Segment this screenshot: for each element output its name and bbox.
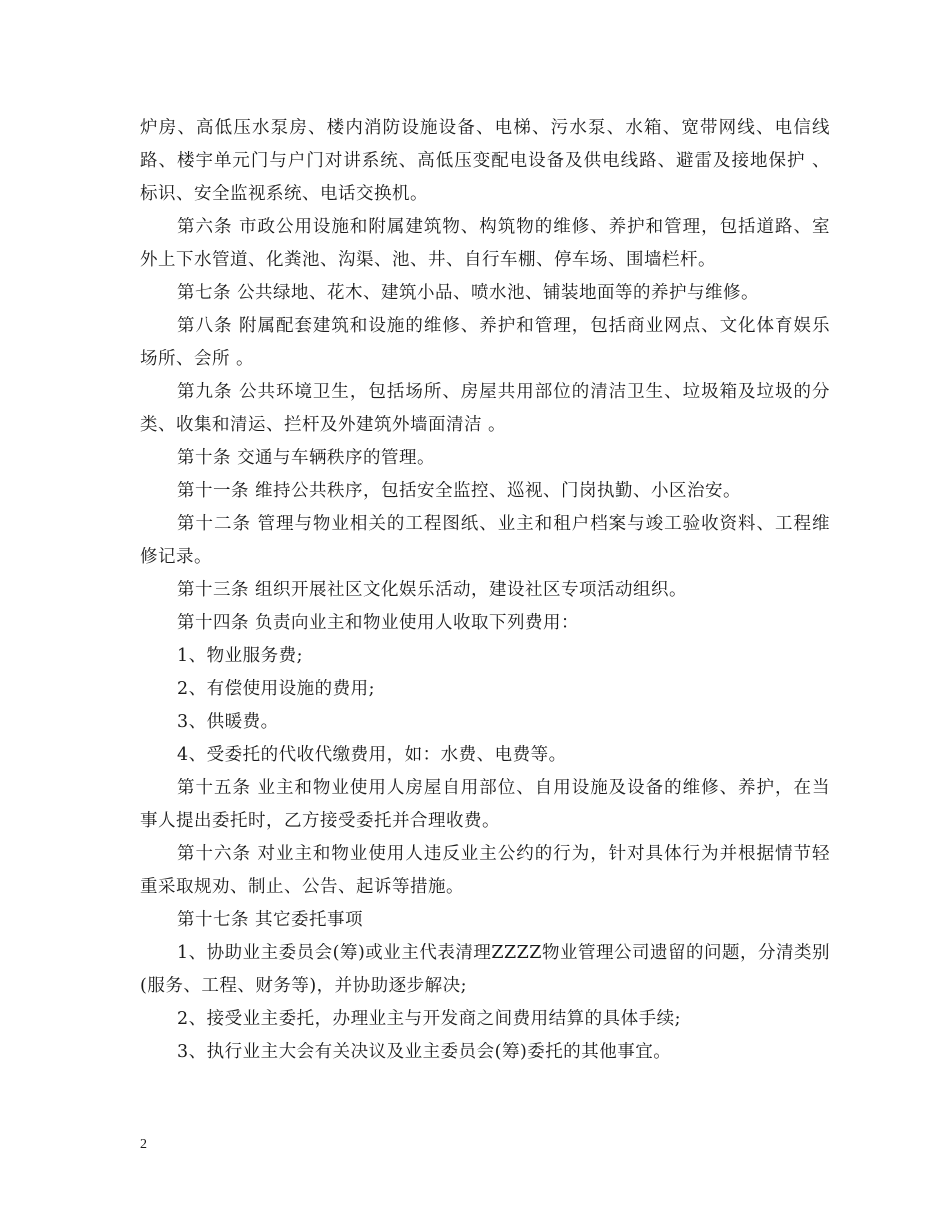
paragraph: 第六条 市政公用设施和附属建筑物、构筑物的维修、养护和管理，包括道路、室外上下水管道、化粪池、沟渠、池、井、自行车棚、停车场、围墙栏杆。 [140,217,830,270]
paragraph: 炉房、高低压水泵房、楼内消防设施设备、电梯、污水泵、水箱、宽带网线、电信线路、楼宇单元门与户门对讲系统、高低压变配电设备及供电线路、避雷及接地保护 、标识、安全监视系统、电话交换机。 [140,118,830,204]
list-item: 4、受委托的代收代缴费用，如：水费、电费等。 [177,745,567,765]
list-item: 3、供暖费。 [177,712,279,732]
paragraph: 第十六条 对业主和物业使用人违反业主公约的行为，针对具体行为并根据情节轻重采取规劝、制止、公告、起诉等措施。 [140,844,830,897]
paragraph: 第十七条 其它委托事项 [177,910,364,930]
paragraph: 第十四条 负责向业主和物业使用人收取下列费用： [177,613,580,633]
document-body [140,112,830,1069]
paragraph: 第七条 公共绿地、花木、建筑小品、喷水池、铺装地面等的养护与维修。 [177,283,760,303]
paragraph: 第九条 公共环境卫生，包括场所、房屋共用部位的清洁卫生、垃圾箱及垃圾的分类、收集和清运、拦杆及外建筑外墙面清洁 。 [140,382,830,435]
list-item: 1、协助业主委员会(筹)或业主代表清理ZZZZ物业管理公司遗留的问题，分清类别(服务、工程、财务等)，并协助逐步解决; [140,943,830,996]
paragraph: 第十五条 业主和物业使用人房屋自用部位、自用设施及设备的维修、养护，在当事人提出委托时，乙方接受委托并合理收费。 [140,778,830,831]
list-item: 2、接受业主委托，办理业主与开发商之间费用结算的具体手续; [177,1009,682,1029]
paragraph: 第十三条 组织开展社区文化娱乐活动，建设社区专项活动组织。 [177,580,688,600]
list-item: 3、执行业主大会有关决议及业主委员会(筹)委托的其他事宜。 [177,1042,672,1062]
paragraph: 第十二条 管理与物业相关的工程图纸、业主和租户档案与竣工验收资料、工程维修记录。 [140,514,830,567]
paragraph: 第十条 交通与车辆秩序的管理。 [177,448,436,468]
list-item: 2、有偿使用设施的费用; [177,679,376,699]
page-number: 2 [140,1137,147,1152]
paragraph: 第八条 附属配套建筑和设施的维修、养护和管理，包括商业网点、文化体育娱乐场所、会所 。 [140,316,830,369]
list-item: 1、物业服务费; [177,646,304,666]
paragraph: 第十一条 维持公共秩序，包括安全监控、巡视、门岗执勤、小区治安。 [177,481,742,501]
